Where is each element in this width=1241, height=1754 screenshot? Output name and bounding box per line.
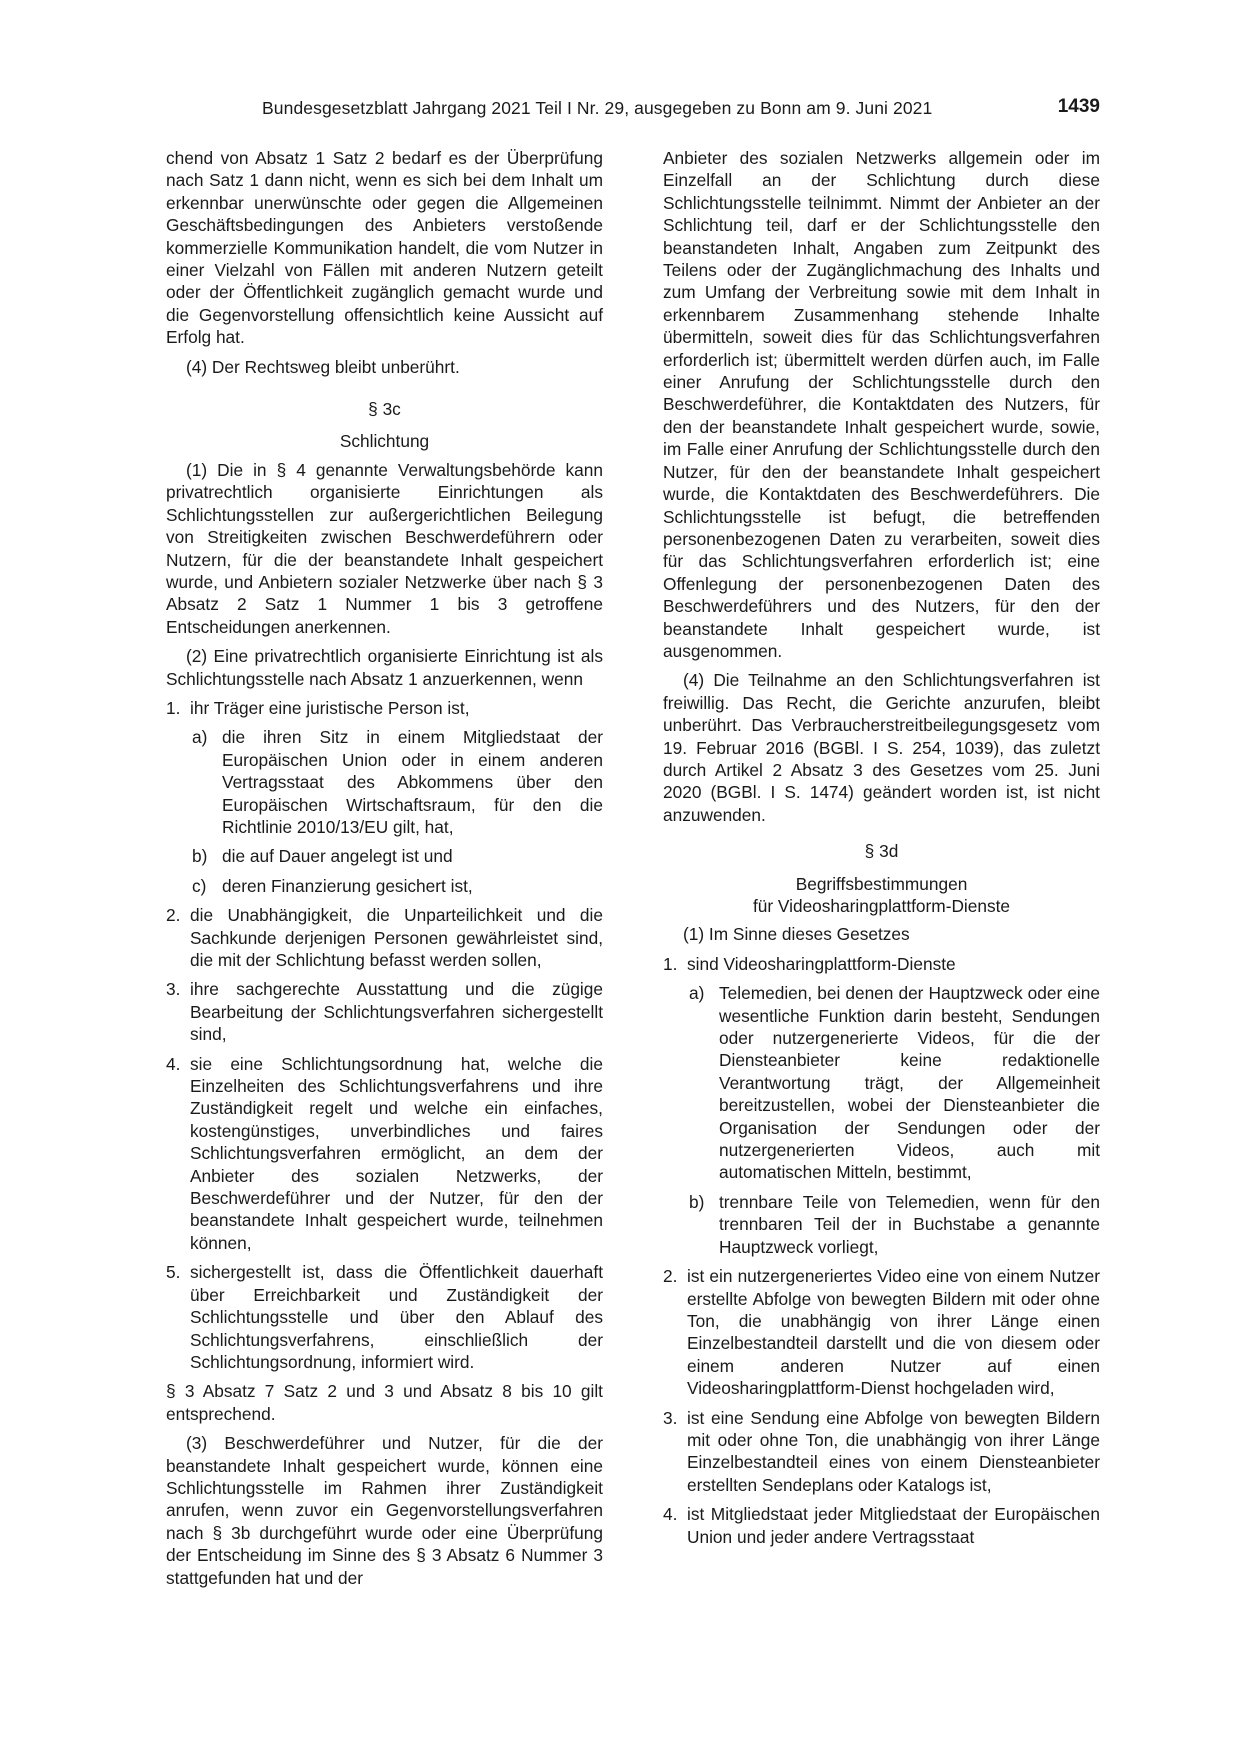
list-number: 1.: [166, 697, 181, 718]
paragraph-abs3: (3) Beschwerdeführer und Nutzer, für die der beanstandete Inhalt gespeichert wurde, können eine Schlichtungsstelle im Rahmen ihrer Zuständigkeit anrufen, wenn zuvor ein Gegenvorstellungsverfahren nach § 3b durchgeführt wurde oder eine Überprüfung der Entscheidung im Sinne des § 3 Absatz 6 Nummer 3 stattgefunden hat und der: [166, 1433, 603, 1588]
list-item-3: [663, 1407, 1100, 1497]
section-sign-3d: § 3d: [864, 841, 899, 862]
paragraph-abs4: (4) Der Rechtsweg bleibt unberührt.: [186, 356, 460, 377]
list-text: sie eine Schlichtungsordnung hat, welche die Einzelheiten des Schlichtungsverfahrens und ihre Zuständigkeit regelt und welche ein einfaches, kostengünstiges, unverbindliches und faires Schlichtungsverfahren ermöglicht, an dem der Anbieter des sozialen Netzwerks, der Beschwerdeführer und der Nutzer, für den der beanstandete Inhalt gespeichert wurde, teilnehmen können,: [190, 1053, 603, 1253]
list-text: ihr Träger eine juristische Person ist,: [190, 697, 470, 718]
list-number: 1.: [663, 953, 678, 974]
intro-paragraph: chend von Absatz 1 Satz 2 bedarf es der Überprüfung nach Satz 1 dann nicht, wenn es sich bei dem Inhalt um erkennbar unerwünschte oder gegen die Allgemeinen Geschäftsbedingungen des Anbieters verstoßende kommerzielle Kommunikation handelt, die vom Nutzer in einer Vielzahl von Fällen mit anderen Nutzern geteilt oder der Öffentlichkeit zugänglich gemacht wurde und die Gegenvorstellung offensichtlich keine Aussicht auf Erfolg hat.: [166, 148, 603, 348]
list-item-5: [166, 1261, 603, 1373]
sub-letter: b): [689, 1191, 705, 1212]
list-item-2: [166, 904, 603, 971]
list-item-1: [166, 697, 603, 719]
gazette-title: Bundesgesetzblatt Jahrgang 2021 Teil I Nr. 29, ausgegeben zu Bonn am 9. Juni 2021: [262, 98, 933, 118]
list-item-4: [663, 1503, 1100, 1548]
paragraph-abs1: (1) Die in § 4 genannte Verwaltungsbehörde kann privatrechtlich organisierte Einrichtungen als Schlichtungsstellen zur außergerichtlichen Beilegung von Streitigkeiten zwischen Beschwerdeführern oder Nutzern, für die der beanstandete Inhalt gespeichert wurde, und Anbietern sozialer Netzwerke über nach § 3 Absatz 2 Satz 1 Nummer 1 bis 3 getroffene Entscheidungen anerkennen.: [166, 459, 603, 637]
section-title-3d-line1: Begriffsbestimmungen: [795, 873, 968, 894]
list-number: 3.: [663, 1407, 678, 1428]
section-sign-3c: § 3c: [368, 399, 401, 420]
sub-item-b: [166, 845, 603, 867]
sub-letter: a): [192, 727, 208, 748]
paragraph-abs2: (2) Eine privatrechtlich organisierte Einrichtung ist als Schlichtungsstelle nach Absatz 1 anzuerkennen, wenn: [166, 646, 603, 689]
sub-item-a: [166, 726, 603, 838]
list-number: 5.: [166, 1262, 181, 1283]
list-number: 4.: [663, 1504, 678, 1525]
continued-paragraph: Anbieter des sozialen Netzwerks allgemein oder im Einzelfall an der Schlichtung durch diese Schlichtungsstelle teilnimmt. Nimmt der Anbieter an der Schlichtung teil, darf er der Schlichtungsstelle den beanstandeten Inhalt, Angaben zum Zeitpunkt des Teilens oder der Zugänglichmachung des Inhalts und zum Umfang der Verbreitung sowie mit dem Inhalt in erkennbarem Zusammenhang stehende Inhalte übermitteln, soweit dies für das Schlichtungsverfahren erforderlich ist; übermittelt werden dürfen auch, im Falle einer Anrufung der Schlichtungsstelle durch den Beschwerdeführer, die Kontaktdaten des Nutzers, für den der beanstandete Inhalt gespeichert wurde, sowie, im Falle einer Anrufung der Schlichtungsstelle durch den Nutzer, für den der beanstandete Inhalt gespeichert wurde, die Kontaktdaten des Beschwerdeführers. Die Schlichtungsstelle ist befugt, die betreffenden personenbezogenen Daten zu verarbeiten, soweit dies für das Schlichtungsverfahren erforderlich ist; eine Offenlegung der personenbezogenen Daten des Beschwerdeführers und des Nutzers, für den der beanstandete Inhalt gespeichert wurde, ist ausgenommen.: [663, 148, 1100, 661]
list-number: 4.: [166, 1053, 181, 1074]
sub-text: die auf Dauer angelegt ist und: [222, 846, 453, 867]
section-title-3d-line2: für Videosharingplattform-Dienste: [752, 896, 1011, 916]
list-number: 2.: [663, 1266, 678, 1287]
list-text: sind Videosharingplattform-Dienste: [687, 953, 956, 974]
page-number: 1439: [1057, 96, 1100, 117]
list-text: ist ein nutzergeneriertes Video eine von einem Nutzer erstellte Abfolge von bewegten Bildern mit oder ohne Ton, die unabhängig von ihrer Länge einen Einzelbestandteil darstellt und die von diesem oder einem anderen Nutzer auf einen Videosharingplattform-Dienst hochgeladen wird,: [687, 1266, 1100, 1399]
sub-text: Telemedien, bei denen der Hauptzweck oder eine wesentliche Funktion darin besteht, Sendungen oder nutzergenerierte Videos, für die der Diensteanbieter keine redaktionelle Verantwortung trägt, der Allgemeinheit bereitzustellen, wobei der Diensteanbieter die Organisation der Sendungen oder der nutzergenerierten Videos, auch mit automatischen Mitteln, bestimmt,: [719, 983, 1100, 1183]
sub-text: trennbare Teile von Telemedien, wenn für den trennbaren Teil der in Buchstabe a genannte Hauptzweck vorliegt,: [719, 1191, 1100, 1257]
list-text: sichergestellt ist, dass die Öffentlichkeit dauerhaft über Erreichbarkeit und Zuständigkeit der Schlichtungsstelle und über den Ablauf des Schlichtungsverfahrens, einschließlich der Schlichtungsordnung, informiert wird.: [190, 1262, 603, 1372]
list-text: die Unabhängigkeit, die Unparteilichkeit und die Sachkunde derjenigen Personen gewährleistet sind, die mit der Schlichtung befasst werden sollen,: [190, 905, 603, 970]
list-text: ist eine Sendung eine Abfolge von bewegten Bildern mit oder ohne Ton, die unabhängig von ihrer Länge Einzelbestandteil eines von einem Diensteanbieter erstellten Sendeplans oder Katalogs ist,: [687, 1407, 1100, 1495]
sub-letter: a): [689, 983, 705, 1004]
list-text: ist Mitgliedstaat jeder Mitgliedstaat der Europäischen Union und jeder andere Vertragsstaat: [687, 1504, 1100, 1547]
sub-item-a: [663, 982, 1100, 1184]
closing-paragraph: § 3 Absatz 7 Satz 2 und 3 und Absatz 8 bis 10 gilt entsprechend.: [166, 1381, 603, 1424]
sub-letter: c): [192, 875, 207, 896]
sub-letter: b): [192, 846, 208, 867]
paragraph-abs1-right: (1) Im Sinne dieses Gesetzes: [683, 924, 910, 945]
right-column: [663, 147, 1100, 1555]
list-item-2: [663, 1265, 1100, 1399]
left-column: [166, 147, 603, 1596]
list-item-3: [166, 978, 603, 1045]
page-header: [262, 98, 1100, 126]
sub-item-c: [166, 875, 603, 897]
section-title-3c: Schlichtung: [339, 431, 430, 452]
list-item-1: [663, 953, 1100, 975]
list-number: 2.: [166, 905, 181, 926]
list-item-4: [166, 1053, 603, 1255]
list-number: 3.: [166, 979, 181, 1000]
sub-item-b: [663, 1191, 1100, 1258]
paragraph-abs4-right: (4) Die Teilnahme an den Schlichtungsverfahren ist freiwillig. Das Recht, die Gerichte anzurufen, bleibt unberührt. Das Verbraucherstreitbeilegungsgesetz vom 19. Februar 2016 (BGBl. I S. 254, 1039), das zuletzt durch Artikel 2 Absatz 3 des Gesetzes vom 25. Juni 2020 (BGBl. I S. 1474) geändert worden ist, ist nicht anzuwenden.: [663, 670, 1100, 825]
sub-text: deren Finanzierung gesichert ist,: [222, 875, 473, 896]
sub-text: die ihren Sitz in einem Mitgliedstaat der Europäischen Union oder in einem anderen Vertragsstaat des Abkommens über den Europäischen Wirtschaftsraum, für den die Richtlinie 2010/13/EU gilt, hat,: [222, 727, 603, 837]
list-text: ihre sachgerechte Ausstattung und die zügige Bearbeitung der Schlichtungsverfahren sichergestellt sind,: [190, 979, 603, 1045]
